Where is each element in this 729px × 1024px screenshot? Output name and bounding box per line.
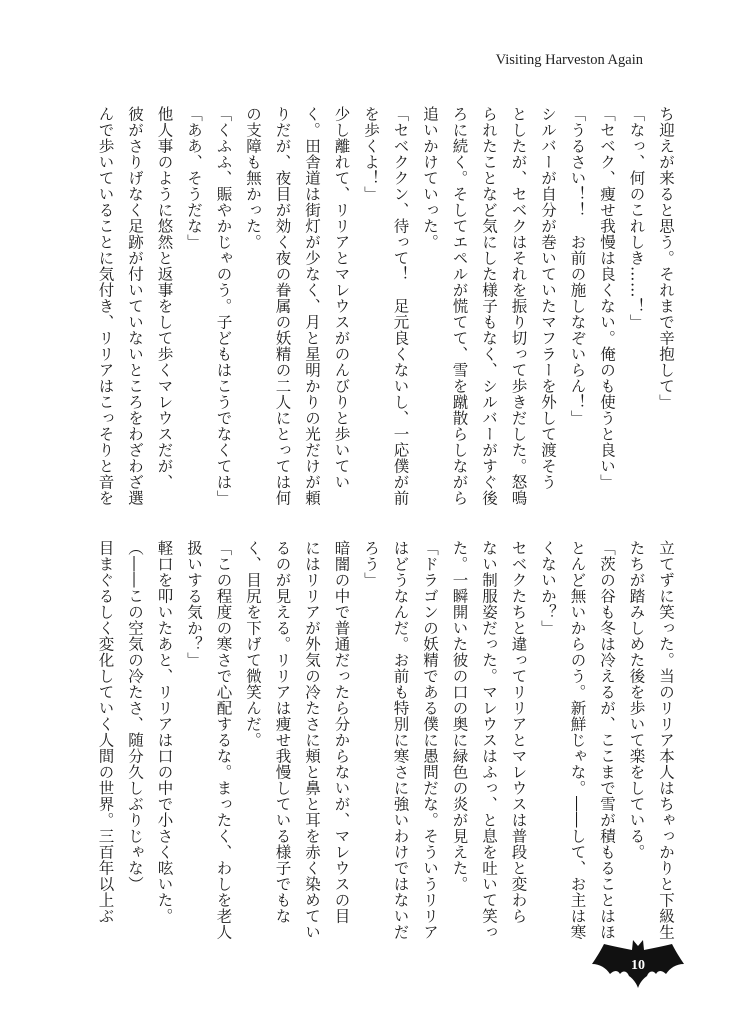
text-line: 立てずに笑った。当のリリア本人はちゃっかりと下級生 [657, 540, 675, 940]
text-line: はどうなんだ。お前も特別に寒さに強いわけではないだ [391, 540, 410, 940]
text-line: 他人事のように悠然と返事をして歩くマレウスだが、 [155, 106, 174, 490]
text-line: 「くふふ、賑やかじゃのう。子どもはこうでなくては」 [214, 106, 233, 506]
text-line: の支障も無かった。 [244, 106, 262, 250]
text-line: た。一瞬開いた彼の口の奥に緑色の炎が見えた。 [450, 540, 469, 892]
text-line: にはリリアが外気の冷たさに頬と鼻と耳を赤く染めてい [303, 540, 321, 940]
text-line: くないか？」 [539, 540, 557, 636]
text-line: るのが見える。リリアは痩せ我慢している様子でもな [273, 540, 292, 924]
text-line: とんど無いからのう。新鮮じゃな。――して、お主は寒 [568, 540, 587, 940]
text-line: ろに続く。そしてエペルが慌てて、雪を蹴散らしながら [450, 106, 469, 506]
text-line: んで歩いていることに気付き、リリアはこっそりと音を [96, 106, 115, 506]
text-line: 「この程度の寒さで心配するな。まったく、わしを老人 [214, 540, 233, 940]
text-line: 「ああ、そうだな」 [185, 106, 203, 250]
text-line: ろう」 [362, 540, 380, 588]
text-line: としたが、セベクはそれを振り切って歩きだした。怒鳴 [509, 106, 528, 506]
text-line: 追いかけていった。 [421, 106, 439, 250]
text-line: 「セベククン、待って！ 足元良くないし、一応僕が前 [391, 106, 410, 506]
text-line: く、目尻を下げて微笑んだ。 [244, 540, 262, 748]
text-line: りだが、夜目が効く夜の眷属の妖精の二人にとっては何 [273, 106, 292, 506]
text-line: 「茨の谷も冬は冷えるが、ここまで雪が積もることはほ [598, 540, 616, 940]
text-block-lower [96, 540, 680, 940]
text-line: 暗闇の中で普通だったら分からないが、マレウスの目 [332, 540, 351, 924]
text-line: を歩くよ！」 [362, 106, 380, 202]
text-line: く。田舎道は街灯が少なく、月と星明かりの光だけが頼 [303, 106, 321, 506]
text-line: 目まぐるしく変化していく人間の世界。三百年以上ぶ [96, 540, 115, 924]
text-line: シルバーが自分が巻いていたマフラーを外して渡そう [539, 106, 557, 490]
text-line: セベクたちと違ってリリアとマレウスは普段と変わら [509, 540, 528, 924]
text-line: 扱いする気か？」 [185, 540, 203, 668]
text-line: たちが踏みしめた後を歩いて楽をしている。 [627, 540, 646, 860]
text-line: 「ドラゴンの妖精である僕に愚問だな。そういうリリア [421, 540, 439, 940]
running-header: Visiting Harveston Again [495, 52, 643, 68]
text-line: 少し離れて、リリアとマレウスがのんびりと歩いてい [332, 106, 351, 490]
text-line: （――この空気の冷たさ、随分久しぶりじゃな） [126, 540, 144, 892]
text-line: 「うるさい！！ お前の施しなぞいらん！」 [568, 106, 587, 426]
text-line: ち迎えが来ると思う。それまで辛抱して」 [657, 106, 675, 410]
page-number: 10 [631, 958, 645, 973]
text-line: 軽口を叩いたあと、リリアは口の中で小さく呟いた。 [155, 540, 174, 924]
text-block-upper [96, 106, 680, 514]
text-line: 彼がさりげなく足跡が付いていないところをわざわざ選 [126, 106, 144, 506]
text-line: ない制服姿だった。マレウスはふっ、と息を吐いて笑っ [480, 540, 498, 940]
text-line: られたことなど気にした様子もなく、シルバーがすぐ後 [480, 106, 498, 506]
text-line: 「セベク、痩せ我慢は良くない。俺のも使うと良い」 [598, 106, 616, 490]
text-line: 「なっ、何のこれしき……！」 [627, 106, 646, 330]
